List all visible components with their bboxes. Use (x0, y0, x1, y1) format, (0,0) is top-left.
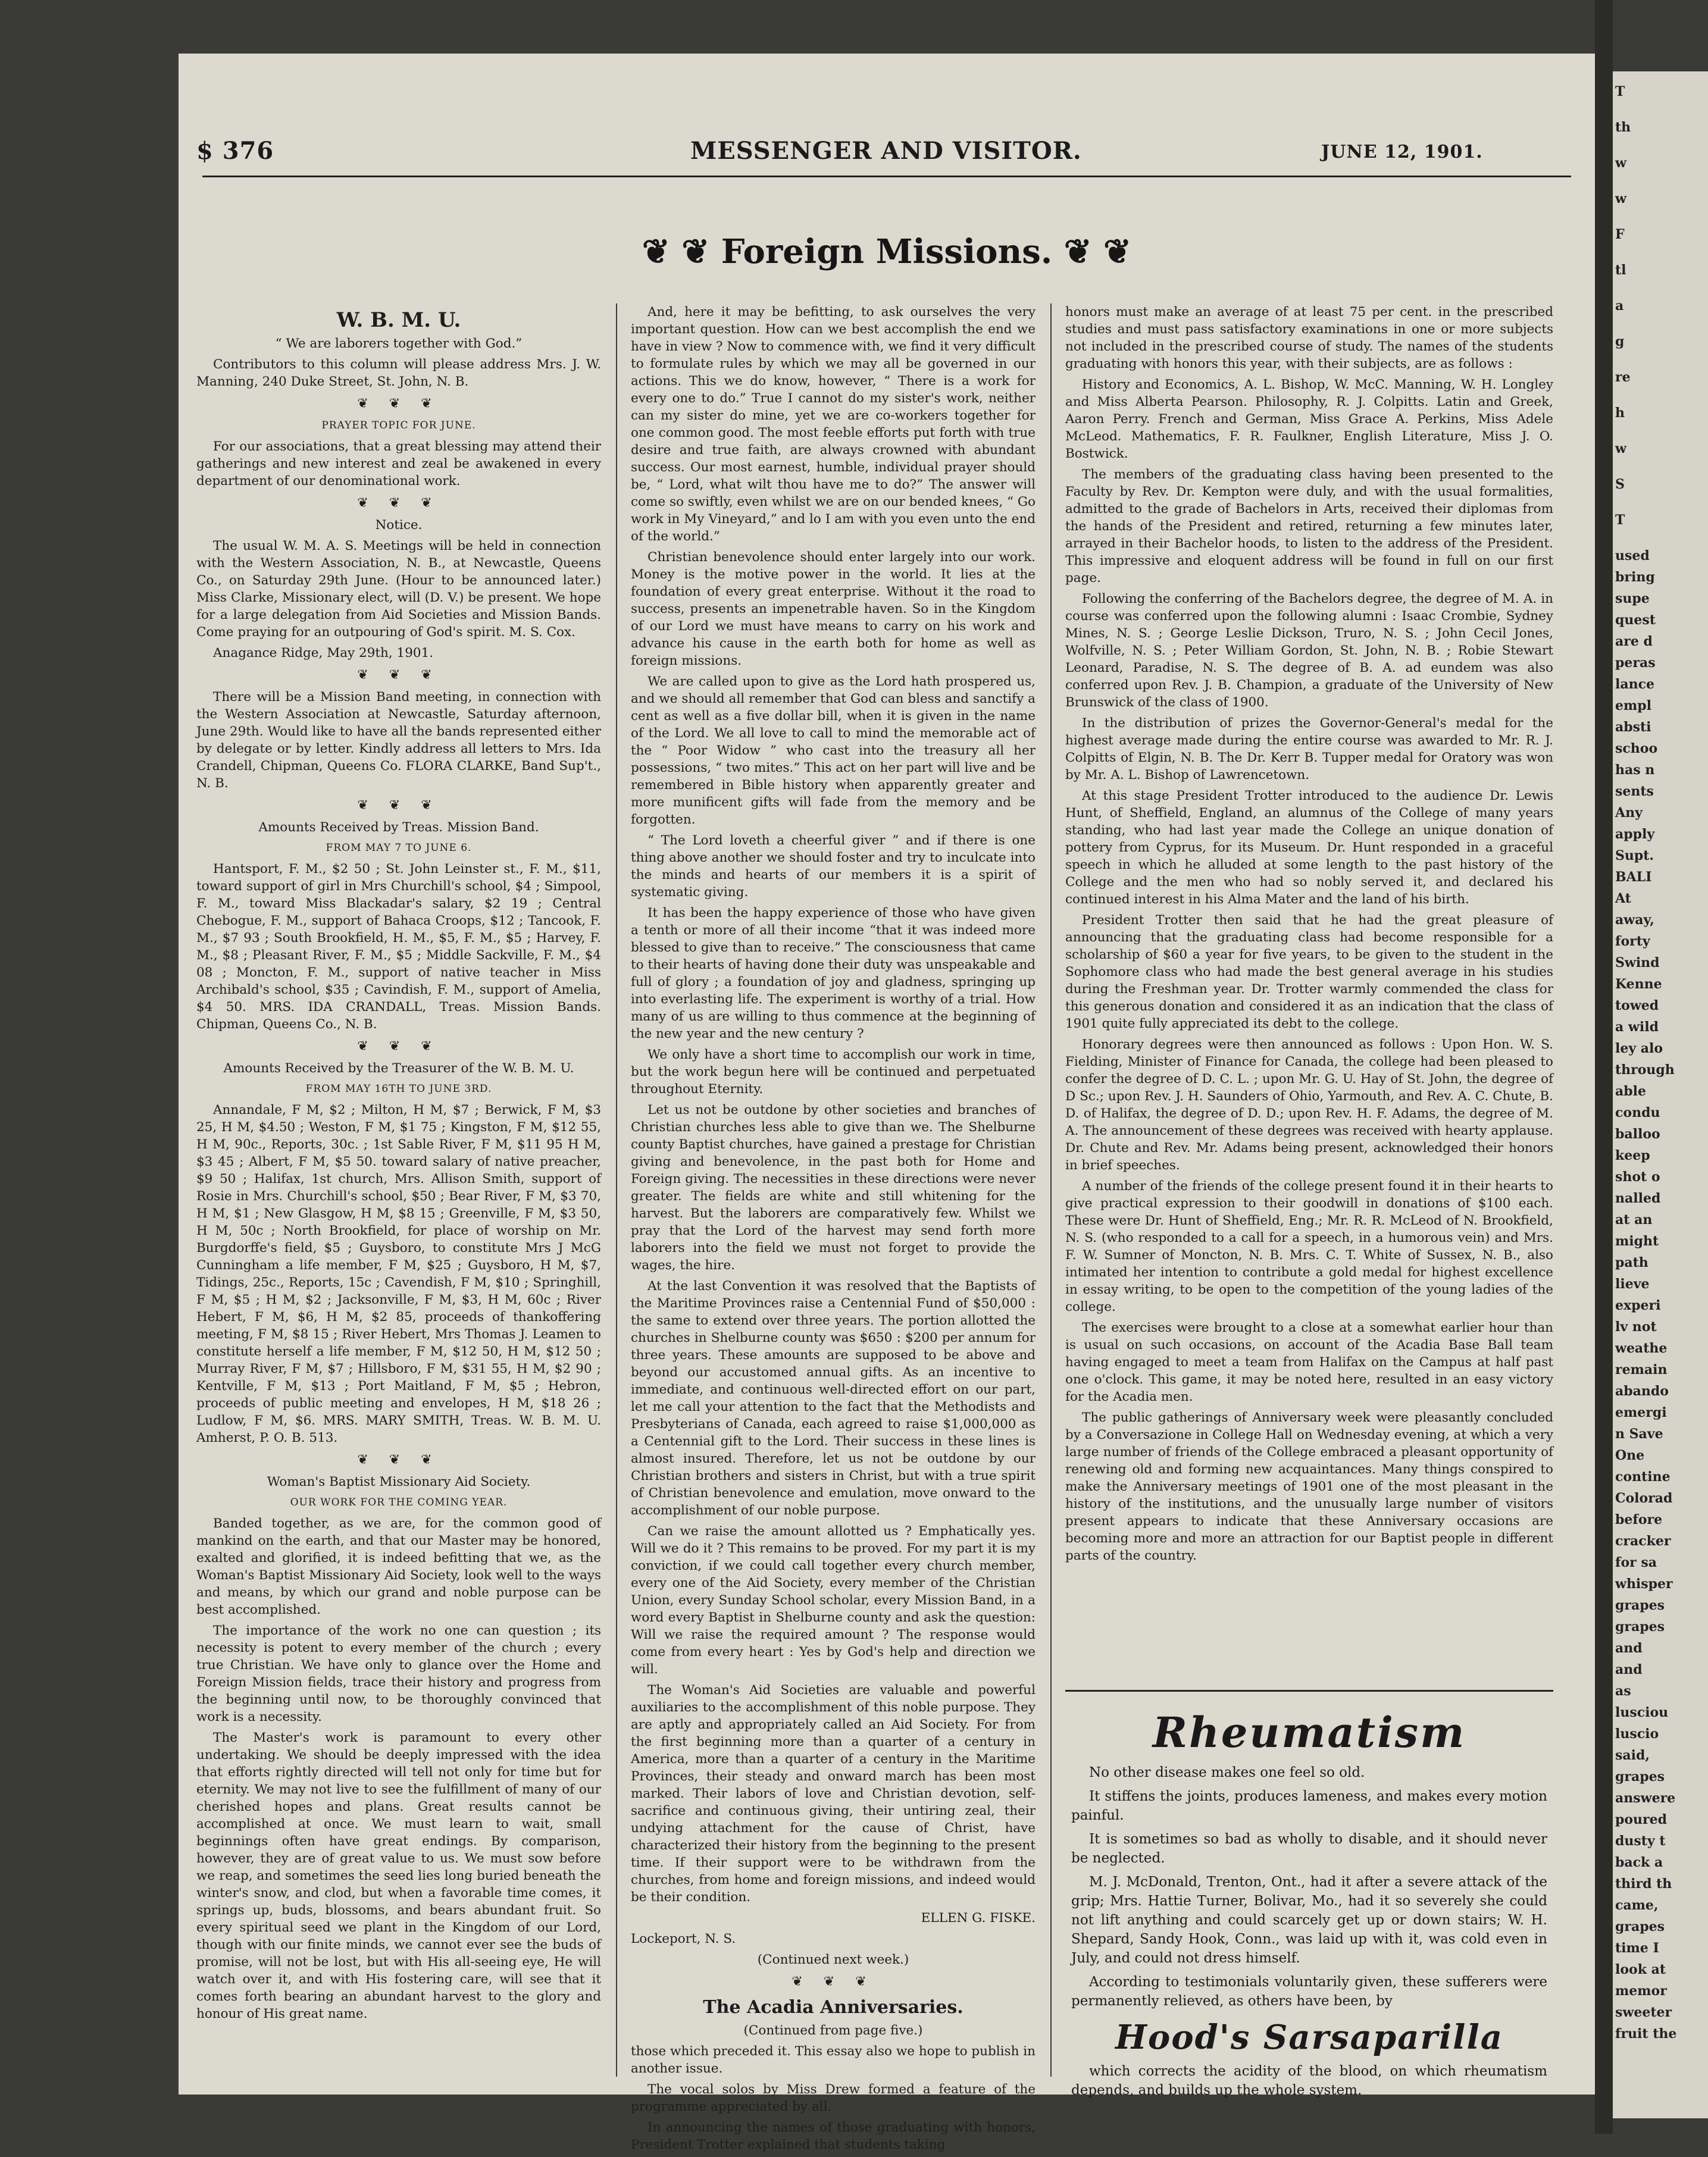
fragment-line: grapes (1615, 1598, 1665, 1613)
fragment-line: and (1615, 1662, 1643, 1677)
fragment-line: w (1615, 155, 1626, 171)
paragraph: Amounts Received by the Treasurer of the W. B. M. U. (223, 1061, 574, 1076)
fragment-line: Colorad (1615, 1491, 1673, 1506)
fragment-line: quest (1615, 612, 1656, 628)
fragment-line: schoo (1615, 741, 1658, 756)
fragment-line: re (1615, 370, 1631, 385)
fragment-line: experi (1615, 1298, 1661, 1313)
leaf-ornament-divider: ❦ ❦ ❦ (357, 396, 440, 411)
paragraph: In announcing the names of those graduating with honors, President Trotter explained that students taking (631, 2120, 1036, 2152)
paragraph: At this stage President Trotter introduced to the audience Dr. Lewis Hunt, of Sheffield, England, an alumnus of the College of many years standing, who had last year made the College an unique donation of pottery from Cyprus, for its Museum. Dr. Hunt responded in a graceful speech in which he alluded at some length to the past history of the College and the men who had so nobly served it, and declared his continued interest in his Alma Mater and the land of his birth. (1065, 788, 1553, 907)
paragraph: Anagance Ridge, May 29th, 1901. (213, 646, 434, 660)
fragment-line: forty (1615, 934, 1650, 949)
adjacent-page-fragment (1613, 71, 1708, 2118)
fragment-line: a (1615, 298, 1624, 314)
section-title: ❦ ❦ Foreign Missions. ❦ ❦ (642, 232, 1132, 271)
fragment-line: path (1615, 1255, 1648, 1270)
fragment-line: a wild (1615, 1019, 1659, 1035)
fragment-line: nalled (1615, 1191, 1661, 1206)
fragment-line: memor (1615, 1983, 1667, 1999)
fragment-line: through (1615, 1062, 1675, 1078)
newspaper-page (179, 54, 1595, 2152)
paragraph: Banded together, as we are, for the common good of mankind on the earth, and that our Master may be honored, exalted and glorified, it is indeed befitting that we, as the Woman's Baptist Missionary Aid Society, look well to the ways and means, by which our grand and noble purpose can be best accomplished. (196, 1516, 601, 1617)
fragment-line: lieve (1615, 1276, 1650, 1292)
fragment-line: S (1615, 477, 1625, 492)
paragraph: Amounts Received by Treas. Mission Band. (258, 820, 539, 835)
issue-date: JUNE 12, 1901. (1321, 142, 1483, 162)
fragment-line: Swind (1615, 955, 1660, 971)
fragment-line: ley alo (1615, 1041, 1663, 1056)
fragment-line: emergi (1615, 1405, 1667, 1420)
fragment-line: condu (1615, 1105, 1660, 1120)
fragment-line: bring (1615, 569, 1655, 585)
paragraph: The Master's work is paramount to every other undertaking. We should be deeply impressed with the idea that efforts rightly directed will tell not only for time but for eternity. We may not live to see the fulfillment of many of our cherished hopes and plans. Great results cannot be accomplished at once. We must learn to wait, small beginnings often have great endings. By comparison, however, they are of great value to us. We must sow before we reap, and sometimes the seed lies long buried beneath the winter's snow, and clod, but when a favorable time comes, it springs up, buds, blossoms, and bears abundant fruit. So every spiritual seed we plant in the Kingdom of our Lord, though with our finite minds, we cannot ever see the buds of promise, will not be lost, but with His all-seeing eye, He will watch over it, and with His fostering care, will see that it comes forth bearing an abundant harvest to the glory and honour of His great name. (196, 1730, 601, 2021)
paragraph: FROM MAY 7 TO JUNE 6. (326, 842, 472, 854)
paragraph: Let us not be outdone by other societies and branches of Christian churches less able to give than we. The Shelburne county Baptist churches, have gained a prestage for Christian giving and benevolence, in the past both for Home and Foreign giving. The necessities in these directions were never greater. The fields are white and still whitening for the harvest. But the laborers are comparatively few. Whilst we pray that the Lord of the harvest may send forth more laborers into the field we must not forget to provide the wages, the hire. (631, 1103, 1036, 1273)
paragraph: We are called upon to give as the Lord hath prospered us, and we should all remember that God can bless and sanctify a cent as well as a five dollar bill, when it is given in the name of the Lord. We all love to call to mind the memorable act of the “ Poor Widow ” who cast into the treasury all her possessions, “ two mites.” This act on her part will live and be remembered in Bible history when apparently greater and more munificent gifts will fade from the memory and be forgotten. (631, 674, 1036, 827)
paragraph: A number of the friends of the college present found it in their hearts to give practical expression to their goodwill in donations of $100 each. These were Dr. Hunt of Sheffield, Eng.; Mr. R. R. McLeod of N. Brookfield, N. S. (who responded to a call for a speech, in a humorous vein) and Mrs. F. W. Sumner of Moncton, N. B. Mrs. C. T. White of Sussex, N. B., also intimated her intention to contribute a gold medal for highest excellence in essay writing, to be open to the competition of the young ladies of the college. (1065, 1179, 1553, 1314)
paragraph: It has been the happy experience of those who have given a tenth or more of all their income “that it was indeed more blessed to give than to receive.” The consciousness that came to their hearts of having done their duty was unspeakable and full of glory ; a foundation of joy and gladness, springing up into everlasting life. The experiment is worthy of a trial. How many of us are willing to thus commence at the beginning of the new year and the new century ? (631, 906, 1036, 1041)
ad-brand: Hood's Sarsaparilla (1115, 2018, 1504, 2057)
header-rule (202, 176, 1571, 177)
paragraph: Hantsport, F. M., $2 50 ; St. John Leinster st., F. M., $11, toward support of girl in Mrs Churchill's school, $4 ; Simpool, F. M., toward Miss Blackadar's salary, $2 19 ; Central Chebogue, F. M., support of Bahaca Croops, $12 ; Tancook, F. M., $7 93 ; South Brookfield, H. M., $5, F. M., $5 ; Harvey, F. M., $8 ; Pleasant River, F. M., $5 ; Middle Sackville, F. M., $4 08 ; Moncton, F. M., support of native teacher in Miss Archibald's school, $35 ; Cavindish, F. M., support of Amelia, $4 50. MRS. IDA CRANDALL, Treas. Mission Bands. Chipman, Queens Co., N. B. (196, 862, 601, 1032)
fragment-line: are d (1615, 634, 1653, 649)
fragment-line: at an (1615, 1212, 1653, 1228)
fragment-line: abando (1615, 1383, 1669, 1399)
leaf-ornament-divider: ❦ ❦ ❦ (357, 1452, 440, 1467)
paragraph: Lockeport, N. S. (631, 1931, 736, 1946)
column-3 (1065, 303, 1553, 1568)
fragment-line: lv not (1615, 1319, 1657, 1335)
leaf-ornament-divider: ❦ ❦ ❦ (357, 668, 440, 683)
paragraph: “ The Lord loveth a cheerful giver ” and if there is one thing above another we should foster and try to inculcate into the minds and hearts of our members it is a spirit of systematic giving. (631, 833, 1036, 900)
paragraph: Honorary degrees were then announced as follows : Upon Hon. W. S. Fielding, Minister of Finance for Canada, the college had been pleased to confer the degree of D. C. L. ; upon Mr. G. U. Hay of St. John, the degree of D Sc.; upon Rev. J. H. Saunders of Ohio, Yarmouth, and Rev. A. C. Chute, B. D. of Halifax, the degree of D. D.; upon Rev. H. F. Adams, the degree of M. A. The announcement of these degrees was received with hearty applause. Dr. Chute and Rev. Mr. Adams being present, acknowledged their honors in brief speeches. (1065, 1037, 1553, 1173)
ad-paragraph: No other disease makes one feel so old. (1089, 1765, 1365, 1780)
leaf-ornament-right: ❦ ❦ (1063, 232, 1132, 271)
fragment-line: third th (1615, 1876, 1672, 1892)
fragment-line: T (1615, 84, 1625, 99)
paragraph: The members of the graduating class having been presented to the Faculty by Rev. Dr. Kempton were duly, and with the usual formalities, admitted to the grade of Bachelors in Arts, received their diplomas from the hands of the President and retired, returning a few minutes later, arrayed in their Bachelor hoods, to listen to the address of the President. This impressive and eloquent address will be found in full on our first page. (1065, 467, 1553, 586)
fragment-line: sweeter (1615, 2005, 1672, 2020)
ad-paragraph: It is sometimes so bad as wholly to disable, and it should never be neglected. (1071, 1832, 1547, 1866)
fragment-line: balloo (1615, 1126, 1660, 1142)
fragment-line: fruit the (1615, 2026, 1677, 2042)
leaf-ornament-divider: ❦ ❦ ❦ (357, 496, 440, 511)
paragraph: President Trotter then said that he had the great pleasure of announcing that the graduating class had become responsible for a scholarship of $60 a year for five years, to be given to the student in the Sophomore class who had made the best general average in his studies during the Freshman year. Dr. Trotter warmly commended the class for this generous donation and considered it as an indication that the class of 1901 quite fully appreciated its debt to the college. (1065, 913, 1553, 1031)
fragment-line: answere (1615, 1790, 1676, 1806)
ad-paragraph: M. J. McDonald, Trenton, Ont., had it after a severe attack of the grip; Mrs. Hattie Turner, Bolivar, Mo., had it so severely she could not lift anything and could scarcely get up or down stairs; W. H. Shepard, Sandy Hook, Conn., was laid up with it, was cold even in July, and could not dress himself. (1071, 1874, 1547, 1966)
fragment-line: for sa (1615, 1555, 1657, 1570)
fragment-line: lance (1615, 677, 1654, 692)
article-heading: The Acadia Anniversaries. (703, 1997, 964, 2018)
paragraph: Annandale, F M, $2 ; Milton, H M, $7 ; Berwick, F M, $3 25, H M, $4.50 ; Weston, F M, $1 75 ; Kingston, F M, $12 55, H M, 90c., Reports, 30c. ; 1st Sable River, F M, $11 95 H M, $3 45 ; Albert, F M, $5 50. toward salary of native preacher, $9 50 ; Halifax, 1st church, Mrs. Allison Smith, support of Rosie in Mrs. Churchill's school, $50 ; Bear River, F M, $3 70, H M, $1 ; New Glasgow, H M, $8 15 ; Greenville, F M, $3 50, H M, 50c ; North Brookfield, for place of worship on Mr. Burgdorffe's field, $5 ; Guysboro, to constitute Mrs J McG Cunningham a life member, F M, $25 ; Guysboro, H M, $7, Tidings, 25c., Reports, 15c ; Cavendish, F M, $10 ; Springhill, F M, $5 ; H M, $2 ; Jacksonville, F M, $3, H M, 60c ; River Hebert, F M, $6, H M, $2 85, proceeds of thankoffering meeting, F M, $8 15 ; River Hebert, Mrs Thomas J. Leamen to constitute herself a life member, F M, $12 50, H M, $12 50 ; Murray River, F M, $7 ; Hillsboro, F M, $31 55, H M, $2 90 ; Kentville, F M, $13 ; Port Maitland, F M, $5 ; Hebron, proceeds of public meeting and envelopes, H M, $18 26 ; Ludlow, F M, $6. MRS. MARY SMITH, Treas. W. B. M. U. Amherst, P. O. B. 513. (196, 1103, 601, 1445)
masthead: MESSENGER AND VISITOR. (690, 137, 1082, 165)
fragment-line: came, (1615, 1898, 1659, 1913)
fragment-line: and (1615, 1641, 1643, 1656)
paragraph: History and Economics, A. L. Bishop, W. McC. Manning, W. H. Longley and Miss Alberta Pearson. Philosophy, R. J. Colpitts. Latin and Greek, Aaron Perry. French and German, Miss Grace A. Perkins, Miss Adele McLeod. Mathematics, F. R. Faulkner, English Literature, Miss J. O. Bostwick. (1065, 377, 1553, 461)
fragment-line: peras (1615, 655, 1656, 671)
fragment-line: might (1615, 1234, 1659, 1249)
page-number: $ 376 (196, 137, 274, 165)
paragraph: And, here it may be befitting, to ask ourselves the very important question. How can we best accomplish the end we have in view ? Now to commence with, we find it very difficult to formulate rules by which we may all be governed in our actions. This we do know, however, “ There is a work for every one to do.” True I cannot do my sister's work, neither can my sister do mine, yet we are co-workers together for one common good. The most feeble efforts put forth with true desire and true faith, are always crowned with abundant success. Our most earnest, humble, individual prayer should be, “ Lord, what wilt thou have me to do?” The answer will come so swiftly, even whilst we are on our bended knees, “ Go work in My Vineyard,” and lo I am with you even unto the end of the world.” (631, 305, 1036, 544)
ad-tagline: which corrects the acidity of the blood, on which rheumatism depends, and builds up the whole system. (1071, 2064, 1547, 2098)
fragment-line: able (1615, 1084, 1646, 1099)
fragment-line: w (1615, 191, 1626, 206)
paragraph: At the last Convention it was resolved that the Baptists of the Maritime Provinces raise a Centennial Fund of $50,000 : the same to extend over three years. The portion allotted the churches in Shelburne county was $650 : $200 per annum for three years. These amounts are supposed to be above and beyond our accustomed annual gifts. As an incentive to immediate, and continuous well-directed effort on our part, let me call your attention to the fact that the Methodists and Presbyterians of Canada, each agreed to raise $1,000,000 as a Centennial gift to the Lord. Their success in these lines is almost insured. Therefore, let us not be outdone by our Christian brothers and sisters in Christ, but with a true spirit of Christian benevolence and emulation, move onward to the accomplishment of our noble purpose. (631, 1279, 1036, 1518)
fragment-line: look at (1615, 1962, 1666, 1977)
fragment-line: shot o (1615, 1169, 1660, 1185)
fragment-line: h (1615, 405, 1625, 421)
paragraph: The usual W. M. A. S. Meetings will be held in connection with the Western Association, N. B., at Newcastle, Queens Co., on Saturday 29th June. (Hour to be announced later.) Miss Clarke, Missionary elect, will (D. V.) be present. We hope for a large delegation from Aid Societies and Mission Bands. Come praying for an outpouring of God's spirit. M. S. Cox. (196, 539, 601, 640)
fragment-line: has n (1615, 762, 1655, 778)
paragraph: Following the conferring of the Bachelors degree, the degree of M. A. in course was conferred upon the following alumni : Isaac Crombie, Sydney Mines, N. S. ; George Leslie Dickson, Truro, N. S. ; John Cecil Jones, Wolfville, N. S. ; Peter William Gordon, St. John, N. B. ; Robie Stewart Leonard, Paradise, N. S. The degree of B. A. ad eundem was also conferred upon Rev. J. B. Champion, a graduate of the University of New Brunswick of the class of 1900. (1065, 591, 1553, 710)
fragment-line: said, (1615, 1748, 1650, 1763)
fragment-line: T (1615, 512, 1625, 528)
paragraph: In the distribution of prizes the Governor-General's medal for the highest average made during the entire course was awarded to Mr. R. J. Colpitts of Elgin, N. B. The Dr. Kerr B. Tupper medal for Oratory was won by Mr. A. L. Bishop of Lawrencetown. (1065, 716, 1553, 782)
paragraph: Can we raise the amount allotted us ? Emphatically yes. Will we do it ? This remains to be proved. For my part it is my conviction, if we could call together every church member, every one of the Aid Society, every member of the Christian Union, every Sunday School scholar, every Mission Band, in a word every Baptist in Shelburne county and ask the question: Will we raise the required amount ? The response would come from every heart : Yes by God's help and direction we will. (631, 1524, 1036, 1677)
paragraph: ELLEN G. FISKE. (921, 1911, 1036, 1926)
ad-rule (1065, 1690, 1553, 1692)
column-divider (616, 303, 617, 2077)
fragment-line: g (1615, 334, 1625, 349)
paragraph: those which preceded it. This essay also we hope to publish in another issue. (631, 2044, 1036, 2076)
paragraph: OUR WORK FOR THE COMING YEAR. (290, 1497, 508, 1508)
paragraph: FROM MAY 16TH TO JUNE 3RD. (305, 1083, 492, 1095)
fragment-line: supe (1615, 591, 1650, 606)
paragraph: Contributors to this column will please address Mrs. J. W. Manning, 240 Duke Street, St. John, N. B. (196, 357, 601, 389)
hoods-sarsaparilla-ad (1071, 1708, 1547, 2105)
ad-paragraph: It stiffens the joints, produces lameness, and makes every motion painful. (1071, 1789, 1547, 1823)
paragraph: Christian benevolence should enter largely into our work. Money is the motive power in the world. It lies at the foundation of every great enterprise. Without it the road to success, presents an impenetrable haven. So in the Kingdom of our Lord we must have means to carry on his work and advance his cause in the earth both for home as well as foreign missions. (631, 550, 1036, 668)
paragraph: There will be a Mission Band meeting, in connection with the Western Association at Newcastle, Saturday afternoon, June 29th. Would like to have all the bands represented either by delegate or by letter. Kindly address all letters to Mrs. Ida Crandell, Chipman, Queens Co. FLORA CLARKE, Band Sup't., N. B. (196, 690, 601, 791)
fragment-line: th (1615, 120, 1631, 135)
fragment-line: BALI (1615, 869, 1652, 885)
fragment-line: lusciou (1615, 1705, 1669, 1720)
fragment-line: grapes (1615, 1919, 1665, 1934)
paragraph: (Continued from page five.) (743, 2023, 923, 2038)
fragment-line: as (1615, 1683, 1631, 1699)
fragment-line: contine (1615, 1469, 1671, 1485)
fragment-line: towed (1615, 998, 1659, 1013)
paragraph: Notice. (375, 518, 423, 533)
paragraph: The importance of the work no one can question ; its necessity is potent to every member of the church ; every true Christian. We have only to glance over the Home and Foreign Mission fields, trace their history and progress from the beginning until now, to be thoroughly convinced that work is a necessity. (196, 1623, 601, 1724)
fragment-line: w (1615, 441, 1626, 456)
paragraph: PRAYER TOPIC FOR JUNE. (321, 419, 476, 431)
fragment-line: sents (1615, 784, 1654, 799)
fragment-line: F (1615, 227, 1625, 242)
paragraph: We only have a short time to accomplish our work in time, but the work begun here will be continued and perpetuated throughout Eternity. (631, 1047, 1036, 1097)
article-heading: W. B. M. U. (336, 308, 461, 332)
fragment-line: away, (1615, 912, 1654, 928)
fragment-line: Any (1615, 805, 1643, 821)
fragment-line: At (1615, 891, 1631, 906)
fragment-line: empl (1615, 698, 1652, 713)
fragment-line: One (1615, 1448, 1645, 1463)
fragment-line: keep (1615, 1148, 1650, 1163)
fragment-line: absti (1615, 719, 1651, 735)
fragment-line: Supt. (1615, 848, 1654, 863)
column-divider (1050, 303, 1052, 2077)
paragraph: The Woman's Aid Societies are valuable and powerful auxiliaries to the accomplishment of this noble purpose. They are aptly and appropriately called an Aid Society. For from the first beginning more than a quarter of a century in America, more than a quarter of a century in the Maritime Provinces, their steady and onward march has been most marked. Their labors of love and Christian devotion, self-sacrifice and continuous giving, their untiring zeal, their undying attachment for the cause of Christ, have characterized their history from the beginning to the present time. If their support were to be withdrawn from the churches, from home and foreign missions, and indeed would be their condition. (631, 1683, 1036, 1905)
fragment-line: back a (1615, 1855, 1663, 1870)
paragraph: Woman's Baptist Missionary Aid Society. (267, 1474, 531, 1489)
binding-gutter (1595, 0, 1613, 2134)
fragment-line: used (1615, 548, 1650, 563)
fragment-line: whisper (1615, 1576, 1673, 1592)
paragraph: The public gatherings of Anniversary week were pleasantly concluded by a Conversazione in College Hall on Wednesday evening, at which a very large number of friends of the College embraced a pleasant opportunity of renewing old and forming new acquaintances. Many things conspired to make the Anniversary meetings of 1901 one of the most pleasant in the history of the institutions, and the unusually large number of visitors present appears to indicate that these Anniversary occasions are becoming more and more an attraction for our Baptist people in different parts of the country. (1065, 1410, 1553, 1563)
paragraph: For our associations, that a great blessing may attend their gatherings and new interest and zeal be awakened in every department of our denominational work. (196, 439, 601, 489)
paragraph: The vocal solos by Miss Drew formed a feature of the programme appreciated by all. (631, 2082, 1036, 2114)
ad-title: Rheumatism (1152, 1708, 1466, 1757)
fragment-line: n Save (1615, 1426, 1663, 1442)
fragment-line: poured (1615, 1812, 1668, 1827)
fragment-line: grapes (1615, 1619, 1665, 1635)
paragraph: The exercises were brought to a close at a somewhat earlier hour than is usual on such occasions, on account of the Acadia Base Ball team having engaged to meet a team from Halifax on the Campus at half past one o'clock. This game, it may be noted here, resulted in an easy victory for the Acadia men. (1065, 1320, 1553, 1404)
column-1 (196, 303, 601, 2026)
fragment-line: dusty t (1615, 1833, 1666, 1849)
fragment-line: luscio (1615, 1726, 1659, 1742)
paragraph: “ We are laborers together with God.” (275, 336, 523, 351)
column-2 (631, 303, 1036, 2157)
fragment-line: apply (1615, 827, 1655, 842)
fragment-line: remain (1615, 1362, 1668, 1378)
ad-paragraph: According to testimonials voluntarily given, these sufferers were permanently relieved, as others have been, by (1071, 1974, 1547, 2009)
fragment-line: time I (1615, 1940, 1659, 1956)
fragment-line: cracker (1615, 1533, 1671, 1549)
fragment-line: weathe (1615, 1341, 1668, 1356)
paragraph: honors must make an average of at least 75 per cent. in the prescribed studies and must pass satisfactory examinations in one or more subjects not included in the prescribed course of study. The names of the students graduating with honors this year, with their subjects, are as follows : (1065, 305, 1553, 371)
leaf-ornament-divider: ❦ ❦ ❦ (792, 1974, 875, 1989)
paragraph: (Continued next week.) (757, 1952, 909, 1967)
fragment-line: Kenne (1615, 976, 1662, 992)
fragment-line: before (1615, 1512, 1663, 1527)
leaf-ornament-divider: ❦ ❦ ❦ (357, 1039, 440, 1054)
fragment-line: tl (1615, 262, 1626, 278)
leaf-ornament-divider: ❦ ❦ ❦ (357, 798, 440, 813)
leaf-ornament-left: ❦ ❦ (642, 232, 721, 271)
fragment-line: grapes (1615, 1769, 1665, 1785)
